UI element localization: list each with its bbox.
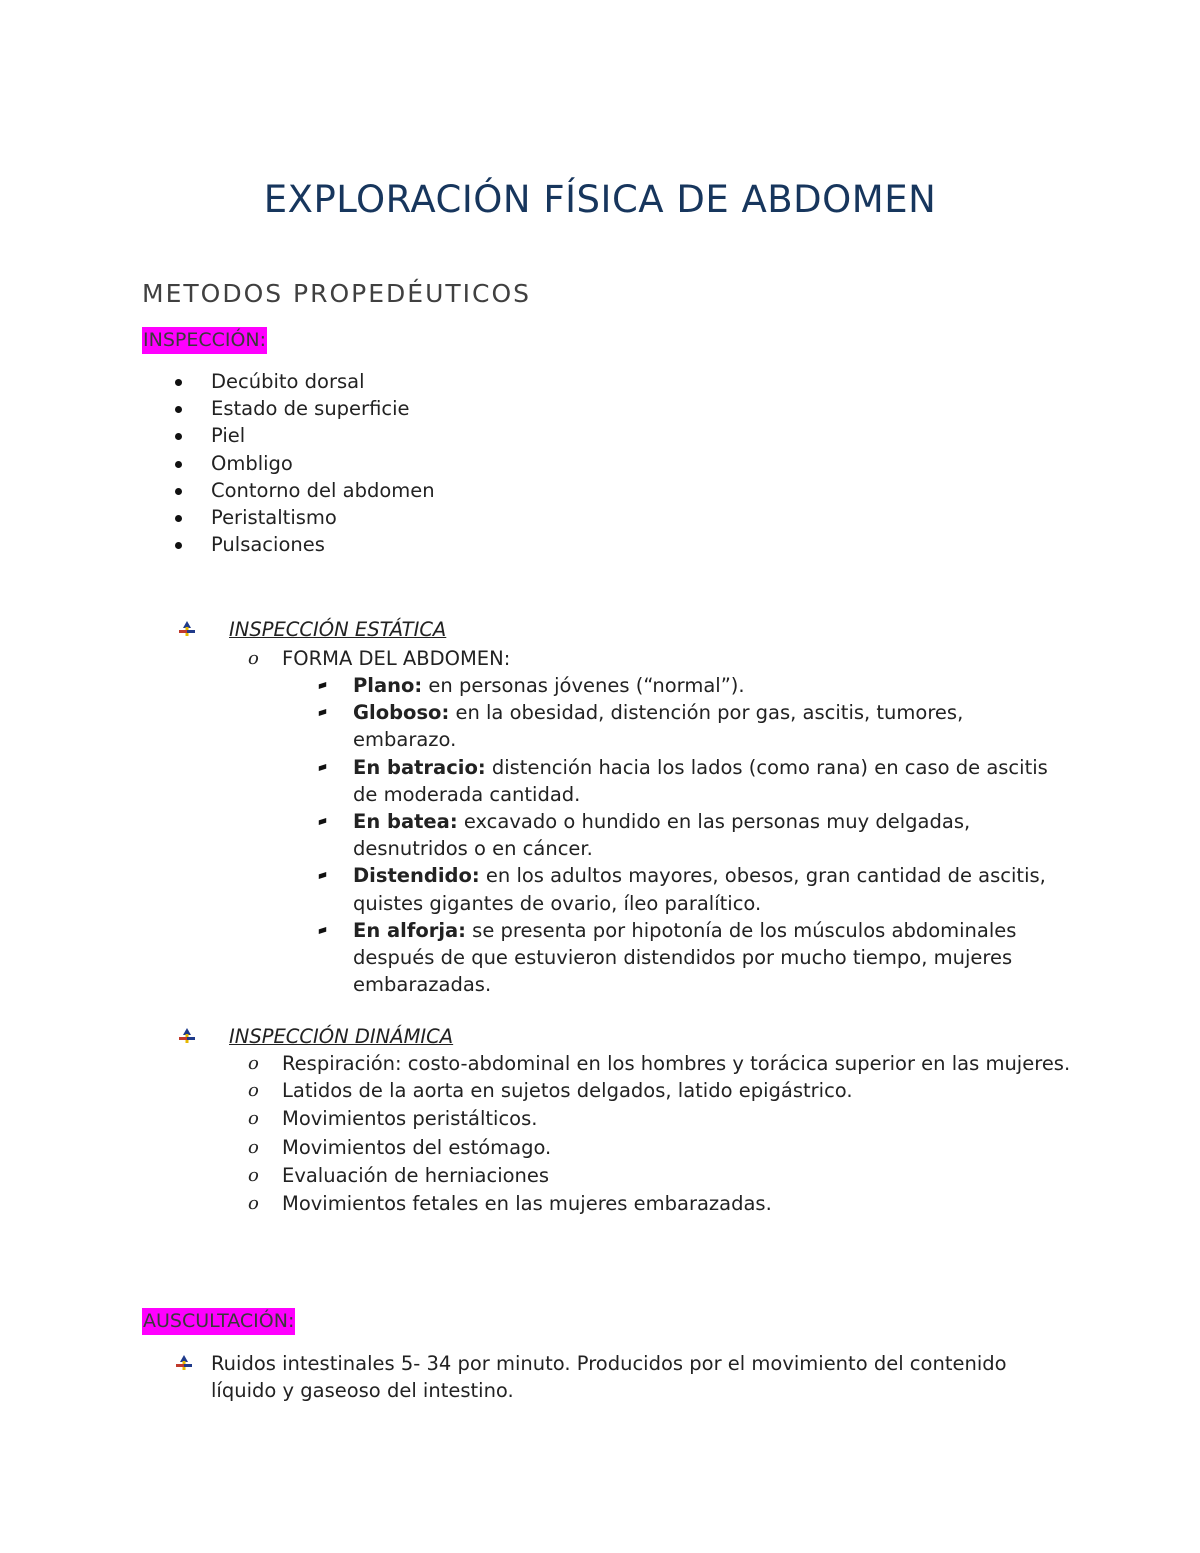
list-item: En batea: excavado o hundido en las personas muy delgadas, desnutridos o en cáncer. (0, 808, 1053, 862)
bullet-icon (175, 488, 182, 495)
forma-heading: FORMA DEL ABDOMEN: (282, 647, 511, 670)
section-subtitle: METODOS PROPEDÉUTICOS (142, 279, 532, 308)
bullet-icon (175, 461, 182, 468)
list-item: Pulsaciones (0, 531, 435, 558)
document-title: EXPLORACIÓN FÍSICA DE ABDOMEN (263, 178, 937, 221)
circle-bullet-icon: o (248, 1193, 259, 1215)
list-item: Decúbito dorsal (0, 368, 435, 395)
arrowhead-bullet-icon (319, 818, 326, 825)
dinamica-list (0, 1050, 1200, 1217)
auscultacion-list (0, 1350, 1200, 1404)
list-item: Estado de superficie (0, 395, 435, 422)
bullet-icon (175, 379, 182, 386)
bullet-icon (175, 406, 182, 413)
arrowhead-bullet-icon (319, 764, 326, 771)
list-item: En batracio: distención hacia los lados (como rana) en caso de ascitis de moderada cantidad. (0, 754, 1053, 808)
circle-bullet-icon: o (248, 1080, 259, 1102)
bullet-icon (175, 433, 182, 440)
list-item: Plano: en personas jóvenes (“normal”). (0, 672, 1053, 699)
arrowhead-bullet-icon (319, 872, 326, 879)
auscultacion-heading: AUSCULTACIÓN: (142, 1308, 295, 1335)
circle-bullet-icon: o (248, 648, 259, 669)
arrow-bullet-icon (178, 620, 196, 638)
list-item: Peristaltismo (0, 504, 435, 531)
arrowhead-bullet-icon (319, 709, 326, 716)
list-item: Globoso: en la obesidad, distención por gas, ascitis, tumores, embarazo. (0, 699, 1053, 753)
arrow-bullet-icon (175, 1354, 193, 1372)
inspeccion-heading: INSPECCIÓN: (142, 327, 267, 354)
list-item: o Movimientos peristálticos. (0, 1105, 1072, 1132)
list-item: Ruidos intestinales 5- 34 por minuto. Producidos por el movimiento del contenido líquido y gaseoso del intestino. (0, 1350, 1011, 1404)
forma-list (0, 672, 1200, 998)
circle-bullet-icon: o (248, 1164, 259, 1186)
list-item: o Movimientos del estómago. (0, 1134, 1072, 1161)
circle-bullet-icon: o (248, 1136, 259, 1158)
dinamica-heading: INSPECCIÓN DINÁMICA (178, 1023, 453, 1050)
list-item: o Evaluación de herniaciones (0, 1162, 1072, 1189)
bullet-icon (175, 542, 182, 549)
list-item: Ombligo (0, 450, 435, 477)
list-item: Contorno del abdomen (0, 477, 435, 504)
list-item: o Respiración: costo-abdominal en los hombres y torácica superior en las mujeres. (0, 1050, 1072, 1077)
circle-bullet-icon: o (248, 1053, 259, 1074)
list-item: En alforja: se presenta por hipotonía de los músculos abdominales después de que estuvieron distendidos por mucho tiempo, mujeres embarazadas. (0, 917, 1053, 999)
list-item: o Movimientos fetales en las mujeres embarazadas. (0, 1190, 1072, 1217)
list-item: o Latidos de la aorta en sujetos delgados, latido epigástrico. (0, 1077, 1072, 1104)
list-item: Distendido: en los adultos mayores, obesos, gran cantidad de ascitis, quistes gigantes de ovario, íleo paralítico. (0, 862, 1053, 916)
estatica-heading: INSPECCIÓN ESTÁTICA (178, 616, 446, 643)
list-item: Piel (0, 422, 435, 449)
circle-bullet-icon: o (248, 1108, 259, 1130)
arrowhead-bullet-icon (319, 682, 326, 689)
arrowhead-bullet-icon (319, 927, 326, 934)
arrow-bullet-icon (178, 1027, 196, 1045)
bullet-icon (175, 515, 182, 522)
inspeccion-list (0, 368, 435, 558)
